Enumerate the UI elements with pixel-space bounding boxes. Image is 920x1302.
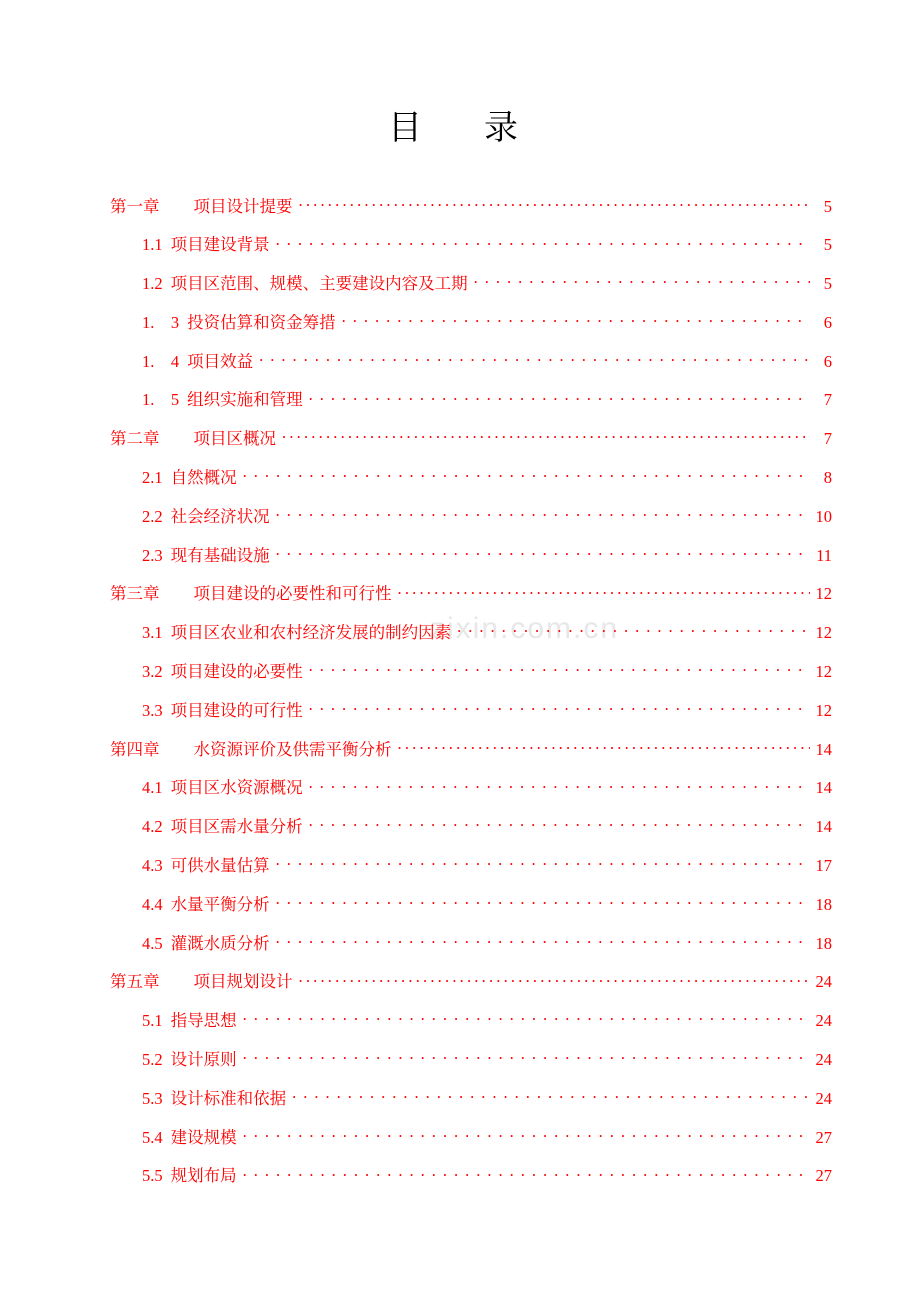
toc-leader-dots bbox=[243, 1010, 810, 1027]
toc-entry-number: 2.1 bbox=[142, 468, 163, 488]
toc-entry-title: 项目建设的可行性 bbox=[170, 700, 303, 720]
toc-entry-number: 第四章 bbox=[110, 739, 160, 759]
toc-entry[interactable] bbox=[110, 467, 832, 488]
toc-entry[interactable] bbox=[110, 583, 832, 604]
toc-entry-page-number: 14 bbox=[815, 817, 832, 837]
toc-entry-number: 3.3 bbox=[142, 700, 163, 720]
toc-entry[interactable] bbox=[110, 932, 832, 953]
toc-entry-page-number: 5 bbox=[823, 196, 832, 216]
toc-entry-page-number: 7 bbox=[823, 390, 832, 410]
toc-leader-dots bbox=[243, 1126, 810, 1143]
toc-leader-dots bbox=[276, 893, 810, 910]
watermark: zixin.com.cn bbox=[430, 612, 620, 645]
toc-entry-title: 设计标准和依据 bbox=[170, 1088, 287, 1108]
toc-entry-page-number: 10 bbox=[815, 506, 832, 526]
toc-entry-number: 1. 5 bbox=[142, 390, 180, 410]
toc-entry-page-number: 7 bbox=[823, 429, 832, 449]
toc-entry-number: 4.4 bbox=[142, 894, 163, 914]
toc-entry-title: 项目区农业和农村经济发展的制约因素 bbox=[170, 623, 452, 643]
toc-entry-page-number: 12 bbox=[815, 700, 832, 720]
toc-entry[interactable] bbox=[110, 1087, 832, 1108]
toc-entry-number: 4.1 bbox=[142, 778, 163, 798]
toc-entry-number: 4.2 bbox=[142, 817, 163, 837]
toc-leader-dots bbox=[309, 777, 810, 794]
toc-entry-number: 2.3 bbox=[142, 545, 163, 565]
toc-entry-page-number: 14 bbox=[815, 778, 832, 798]
toc-entry-title: 项目区范围、规模、主要建设内容及工期 bbox=[170, 274, 468, 294]
toc-entry-page-number: 11 bbox=[816, 545, 832, 565]
toc-entry[interactable] bbox=[110, 1010, 832, 1031]
toc-leader-dots bbox=[398, 738, 811, 755]
toc-entry[interactable] bbox=[110, 893, 832, 914]
toc-entry-title: 项目规划设计 bbox=[193, 972, 293, 992]
toc-entry[interactable] bbox=[110, 699, 832, 720]
toc-entry[interactable] bbox=[110, 661, 832, 682]
table-of-contents bbox=[0, 195, 920, 1186]
toc-leader-dots bbox=[309, 661, 810, 678]
toc-entry-number: 5.3 bbox=[142, 1088, 163, 1108]
toc-leader-dots bbox=[309, 699, 810, 716]
toc-entry-title: 建设规模 bbox=[170, 1127, 237, 1147]
toc-entry-number: 4.5 bbox=[142, 933, 163, 953]
toc-entry[interactable] bbox=[110, 428, 832, 449]
toc-entry-title: 项目建设背景 bbox=[170, 235, 270, 255]
toc-entry-title: 社会经济状况 bbox=[170, 506, 270, 526]
toc-leader-dots bbox=[243, 1049, 810, 1066]
toc-entry-number: 3.2 bbox=[142, 662, 163, 682]
toc-entry-number: 第五章 bbox=[110, 972, 160, 992]
toc-entry-number: 5.1 bbox=[142, 1011, 163, 1031]
toc-entry-page-number: 12 bbox=[815, 584, 832, 604]
toc-leader-dots bbox=[276, 544, 810, 561]
toc-entry[interactable] bbox=[110, 311, 832, 332]
toc-leader-dots bbox=[309, 816, 810, 833]
toc-leader-dots bbox=[342, 311, 810, 328]
toc-entry-page-number: 5 bbox=[823, 235, 832, 255]
toc-entry-number: 5.4 bbox=[142, 1127, 163, 1147]
toc-entry-number: 4.3 bbox=[142, 856, 163, 876]
toc-leader-dots bbox=[259, 350, 810, 367]
toc-entry-title: 水资源评价及供需平衡分析 bbox=[193, 739, 392, 759]
toc-leader-dots bbox=[243, 467, 810, 484]
toc-entry-page-number: 12 bbox=[815, 623, 832, 643]
toc-leader-dots bbox=[282, 428, 810, 445]
toc-entry[interactable] bbox=[110, 622, 832, 643]
toc-entry-title: 项目区概况 bbox=[193, 429, 276, 449]
toc-entry-page-number: 18 bbox=[815, 894, 832, 914]
toc-entry-page-number: 18 bbox=[815, 933, 832, 953]
toc-entry-number: 第二章 bbox=[110, 429, 160, 449]
toc-leader-dots bbox=[398, 583, 811, 600]
toc-entry-title: 项目区水资源概况 bbox=[170, 778, 303, 798]
toc-leader-dots bbox=[457, 622, 810, 639]
toc-leader-dots bbox=[299, 195, 811, 212]
toc-entry-number: 5.5 bbox=[142, 1166, 163, 1186]
toc-entry-page-number: 6 bbox=[823, 351, 832, 371]
toc-entry-title: 规划布局 bbox=[170, 1166, 237, 1186]
toc-entry-title: 项目设计提要 bbox=[193, 196, 293, 216]
toc-entry[interactable] bbox=[110, 389, 832, 410]
toc-entry-page-number: 12 bbox=[815, 662, 832, 682]
toc-entry[interactable] bbox=[110, 1126, 832, 1147]
toc-entry-number: 1.1 bbox=[142, 235, 163, 255]
toc-entry[interactable] bbox=[110, 234, 832, 255]
toc-entry-page-number: 17 bbox=[815, 856, 832, 876]
toc-entry[interactable] bbox=[110, 1165, 832, 1186]
toc-entry-page-number: 24 bbox=[815, 1050, 832, 1070]
toc-entry-page-number: 8 bbox=[823, 468, 832, 488]
toc-leader-dots bbox=[299, 971, 811, 988]
toc-entry-title: 投资估算和资金筹措 bbox=[187, 312, 336, 332]
toc-entry[interactable] bbox=[110, 1049, 832, 1070]
toc-entry-page-number: 27 bbox=[815, 1166, 832, 1186]
toc-entry-title: 项目建设的必要性 bbox=[170, 662, 303, 682]
toc-leader-dots bbox=[276, 505, 810, 522]
toc-entry-page-number: 24 bbox=[815, 1088, 832, 1108]
toc-entry[interactable] bbox=[110, 816, 832, 837]
toc-entry-title: 灌溉水质分析 bbox=[170, 933, 270, 953]
toc-entry-page-number: 14 bbox=[815, 739, 832, 759]
toc-leader-dots bbox=[292, 1087, 810, 1104]
toc-leader-dots bbox=[276, 234, 810, 251]
toc-leader-dots bbox=[309, 389, 810, 406]
toc-entry-number: 第三章 bbox=[110, 584, 160, 604]
toc-entry-number: 1. 4 bbox=[142, 351, 180, 371]
toc-entry-title: 指导思想 bbox=[170, 1011, 237, 1031]
toc-leader-dots bbox=[276, 855, 810, 872]
toc-leader-dots bbox=[243, 1165, 810, 1182]
toc-entry-title: 项目建设的必要性和可行性 bbox=[193, 584, 392, 604]
toc-entry-page-number: 27 bbox=[815, 1127, 832, 1147]
toc-entry-title: 项目区需水量分析 bbox=[170, 817, 303, 837]
toc-entry-page-number: 24 bbox=[815, 972, 832, 992]
toc-leader-dots bbox=[276, 932, 810, 949]
toc-entry-title: 现有基础设施 bbox=[170, 545, 270, 565]
toc-entry[interactable] bbox=[110, 195, 832, 216]
toc-entry-page-number: 24 bbox=[815, 1011, 832, 1031]
toc-entry[interactable] bbox=[110, 273, 832, 294]
toc-leader-dots bbox=[474, 273, 810, 290]
toc-entry[interactable] bbox=[110, 544, 832, 565]
toc-entry[interactable] bbox=[110, 971, 832, 992]
page-title: 目 录 bbox=[388, 110, 532, 147]
toc-entry[interactable] bbox=[110, 855, 832, 876]
toc-entry-number: 3.1 bbox=[142, 623, 163, 643]
toc-entry[interactable] bbox=[110, 350, 832, 371]
toc-entry-page-number: 6 bbox=[823, 312, 832, 332]
toc-entry-number: 1. 3 bbox=[142, 312, 180, 332]
toc-entry-page-number: 5 bbox=[823, 274, 832, 294]
toc-entry-number: 2.2 bbox=[142, 506, 163, 526]
toc-entry-title: 项目效益 bbox=[187, 351, 254, 371]
toc-entry-title: 组织实施和管理 bbox=[187, 390, 303, 410]
toc-entry[interactable] bbox=[110, 777, 832, 798]
toc-entry[interactable] bbox=[110, 505, 832, 526]
toc-entry[interactable] bbox=[110, 738, 832, 759]
toc-entry-title: 水量平衡分析 bbox=[170, 894, 270, 914]
toc-entry-number: 第一章 bbox=[110, 196, 160, 216]
toc-entry-title: 可供水量估算 bbox=[170, 856, 270, 876]
toc-entry-title: 设计原则 bbox=[170, 1050, 237, 1070]
toc-entry-number: 5.2 bbox=[142, 1050, 163, 1070]
toc-entry-number: 1.2 bbox=[142, 274, 163, 294]
toc-entry-title: 自然概况 bbox=[170, 468, 237, 488]
